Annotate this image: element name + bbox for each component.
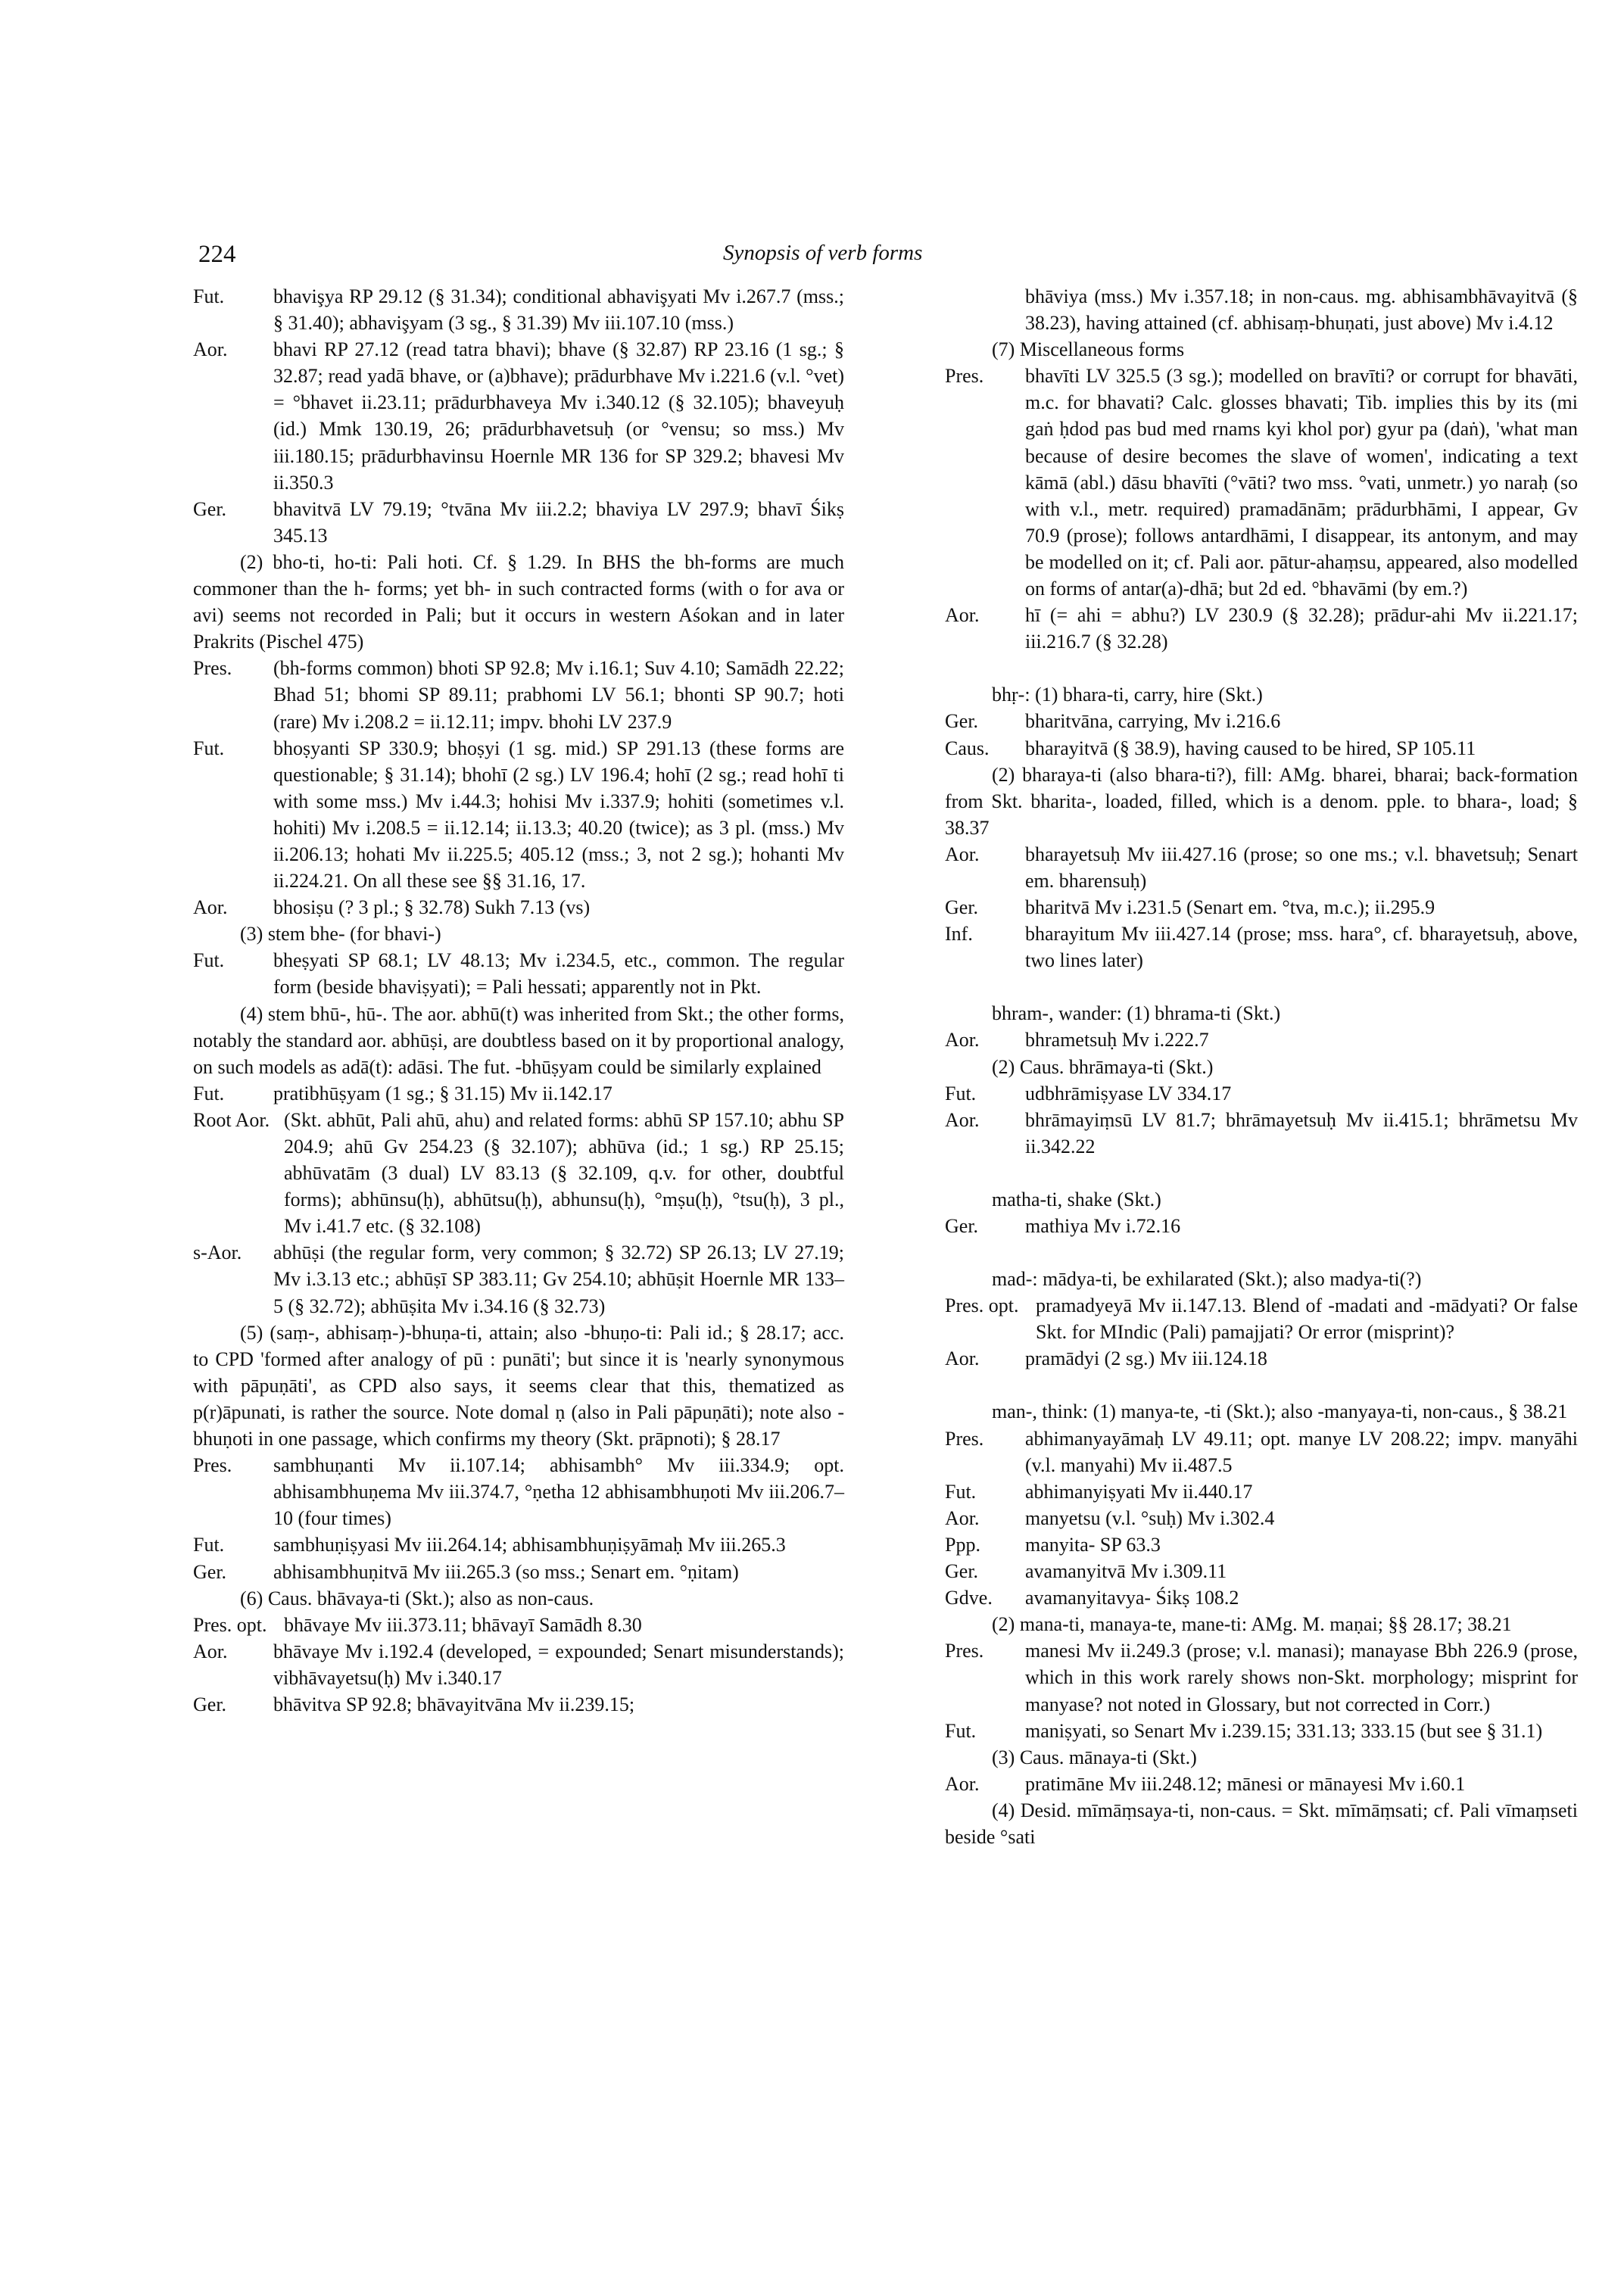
- entry: [945, 1425, 1578, 1478]
- entry-text: (Skt. abhūt, Pali ahū, ahu) and related forms: abhū SP 157.10; abhu SP 204.9; ahū Gv 254.23 (§ 32.107); abhūva (id.; 1 sg.) RP 25.15; abhūvatām (3 dual) LV 83.13 (§ 32.109, q.v. for other, doubtful forms); abhūnsu(ḥ), abhūtsu(ḥ), abhunsu(ḥ), °mṣu(ḥ), °tsu(ḥ), 3 pl., Mv i.41.7 etc. (§ 32.108): [284, 1108, 844, 1238]
- entry-label: Caus.: [945, 737, 990, 759]
- entry-label: Ger.: [193, 1693, 227, 1715]
- continuation: [945, 283, 1578, 336]
- section-heading: (2) Caus. bhrāmaya-ti (Skt.): [992, 1055, 1214, 1078]
- entry-label: Aor.: [193, 1640, 228, 1662]
- entry-text: sambhuṇanti Mv ii.107.14; abhisambh° Mv iii.334.9; opt. abhisambhuṇema Mv iii.374.7, °ṇetha 12 abhisambhuṇoti Mv iii.206.7–10 (four times): [273, 1454, 844, 1530]
- entry-text: bharayitvā (§ 38.9), having caused to be hired, SP 105.11: [1025, 737, 1476, 759]
- entry-text: bhavitvā LV 79.19; °tvāna Mv iii.2.2; bhaviya LV 297.9; bhavī Śikṣ 345.13: [273, 497, 844, 547]
- entry: [193, 283, 844, 336]
- entry-label: Ger.: [945, 896, 979, 919]
- entry-label: Pres. opt.: [193, 1613, 267, 1636]
- entry: [193, 496, 844, 549]
- entry-text: bhrametsuḥ Mv i.222.7: [1025, 1029, 1209, 1051]
- entry-text: bhosiṣu (? 3 pl.; § 32.78) Sukh 7.13 (vs): [273, 896, 591, 919]
- entry: [945, 1505, 1578, 1531]
- entry: [193, 947, 844, 1000]
- entry-text: abhimanyayāmaḥ LV 49.11; opt. manye LV 208.22; impv. manyāhi (v.l. manyahi) Mv ii.487.5: [1025, 1427, 1578, 1476]
- entry-label: Pres.: [945, 365, 984, 388]
- entry: [193, 336, 844, 496]
- entry-label: Ger.: [945, 1215, 979, 1237]
- entry-text: bhāvaye Mv i.192.4 (developed, = expounded; Senart misunderstands); vibhāvayetsu(ḥ) Mv i.340.17: [273, 1640, 844, 1689]
- entry-text: bharitvāna, carrying, Mv i.216.6: [1025, 710, 1281, 733]
- spacer: [945, 1239, 1578, 1266]
- right-column: [945, 283, 1578, 1850]
- entry: [945, 1292, 1578, 1345]
- entry: [945, 1584, 1578, 1611]
- entry-label: Fut.: [945, 1082, 977, 1104]
- entry-label: Ppp.: [945, 1533, 980, 1556]
- entry-text: bharayetsuḥ Mv iii.427.16 (prose; so one ms.; v.l. bhavetsuḥ; Senart em. bharensuḥ): [1025, 843, 1578, 892]
- entry-text: mathiya Mv i.72.16: [1025, 1215, 1181, 1237]
- entry: [945, 921, 1578, 974]
- entry-text: bhāviya (mss.) Mv i.357.18; in non-caus. mg. abhisambhāvayitvā (§ 38.23), having attained (cf. abhisaṃ-bhuṇati, just above) Mv i.4.12: [1025, 285, 1578, 335]
- spacer: [945, 1372, 1578, 1398]
- entry-label: Aor.: [945, 1347, 980, 1370]
- section-heading: (6) Caus. bhāvaya-ti (Skt.); also as non-caus.: [240, 1587, 594, 1609]
- entry: [945, 1027, 1578, 1053]
- entry: [945, 1558, 1578, 1584]
- entry-text: pramadyeyā Mv ii.147.13. Blend of -madati and -mādyati? Or false Skt. for MIndic (Pali) pamajjati? Or error (misprint)?: [1036, 1294, 1578, 1344]
- entry: [945, 1771, 1578, 1797]
- entry-label: Gdve.: [945, 1587, 993, 1609]
- paragraph: man-, think: (1) manya-te, -ti (Skt.); also -manyaya-ti, non-caus., § 38.21: [992, 1400, 1568, 1423]
- entry: [193, 1531, 844, 1558]
- entry-text: hī (= ahi = abhu?) LV 230.9 (§ 32.28); prādur-ahi Mv ii.221.17; iii.216.7 (§ 32.28): [1025, 604, 1578, 653]
- entry-text: abhūṣi (the regular form, very common; § 32.72) SP 26.13; LV 27.19; Mv i.3.13 etc.; abhūṣī SP 383.11; Gv 254.10; abhūṣit Hoernle MR 133–5 (§ 32.72); abhūṣita Mv i.34.16 (§ 32.73): [273, 1242, 844, 1317]
- entry-label: Pres.: [945, 1640, 984, 1662]
- spacer: [945, 655, 1578, 681]
- entry-text: bhavīti LV 325.5 (3 sg.); modelled on bravīti? or corrupt for bhavāti, m.c. for bhavati? Calc. glosses bhavati; Tib. implies this by its (mi gaṅ ḥdod pas bud med rnams kyi khol por) gyur pa (daṅ), 'what man because of desire becomes the slave of women', indicating a text kāmā (abl.) dāsu bhavīti (°vāti? two mss. °vati, unmetr.) yo naraḥ (so with v.l., metr. required) pramadānām; prādurbhāmi, I appear, Gv 70.9 (prose); follows antardhāmi, I disappear, its antonym, and may be modelled on it; cf. Pali aor. pātur-ahaṃsu, appeared, also modelled on forms of antar(a)-dhā; but 2d ed. °bhavāmi (by em.?): [1025, 365, 1578, 600]
- entry-text: abhisambhuṇitvā Mv iii.265.3 (so mss.; Senart em. °ṇitam): [273, 1560, 739, 1583]
- entry-text: avamanyitavya- Śikṣ 108.2: [1025, 1587, 1239, 1609]
- entry-label: Ger.: [193, 497, 227, 520]
- paragraph: (2) bho-ti, ho-ti: Pali hoti. Cf. § 1.29. In BHS the bh-forms are much commoner than the h- forms; yet bh- in such contracted forms (with o for ava or avi) seems not recorded in Pali; but it occurs in western Aśokan and in later Prakrits (Pischel 475): [193, 550, 844, 653]
- entry-text: sambhuṇiṣyasi Mv iii.264.14; abhisambhuṇiṣyāmaḥ Mv iii.265.3: [273, 1534, 786, 1556]
- entry-label: Aor.: [945, 843, 980, 865]
- entry: [945, 602, 1578, 655]
- entry: [193, 1107, 844, 1239]
- paragraph: (2) bharaya-ti (also bhara-ti?), fill: AMg. bharei, bharai; back-formation from Skt. bharita-, loaded, filled, which is a denom. pple. to bhara-, load; § 38.37: [945, 763, 1578, 839]
- section-heading: bhram-, wander: (1) bhrama-ti (Skt.): [992, 1002, 1281, 1025]
- entry-label: Ger.: [945, 1560, 979, 1583]
- entry: [193, 1691, 844, 1718]
- entry: [193, 1638, 844, 1691]
- entry: [945, 1531, 1578, 1558]
- entry-text: pratimāne Mv iii.248.12; mānesi or mānayesi Mv i.60.1: [1025, 1772, 1466, 1795]
- entry-text: bhavişya RP 29.12 (§ 31.34); conditional abhavişyati Mv i.267.7 (mss.; § 31.40); abhavişyam (3 sg., § 31.39) Mv iii.107.10 (mss.): [273, 285, 844, 335]
- section-heading: (7) Miscellaneous forms: [992, 338, 1185, 361]
- entry: [193, 735, 844, 895]
- section-heading: bhṛ-: (1) bhara-ti, carry, hire (Skt.): [992, 684, 1263, 706]
- running-title: Synopsis of verb forms: [723, 241, 923, 265]
- entry-text: udbhrāmiṣyase LV 334.17: [1025, 1082, 1232, 1104]
- entry: [193, 655, 844, 734]
- entry-label: Aor.: [945, 604, 980, 627]
- entry-label: Pres.: [193, 657, 232, 680]
- entry-text: bharitvā Mv i.231.5 (Senart em. °tva, m.c.); ii.295.9: [1025, 896, 1435, 919]
- entry-text: manyita- SP 63.3: [1025, 1533, 1161, 1556]
- entry-label: Aor.: [945, 1506, 980, 1529]
- entry: [945, 841, 1578, 894]
- section-heading: mad-: mādya-ti, be exhilarated (Skt.); also madya-ti(?): [992, 1268, 1422, 1291]
- entry-text: manesi Mv ii.249.3 (prose; v.l. manasi); manayase Bbh 226.9 (prose, which in this work rarely shows non-Skt. morphology; misprint for manyase? not noted in Glossary, but not corrected in Corr.): [1025, 1640, 1578, 1715]
- entry: [945, 1478, 1578, 1505]
- entry-text: bhāvitva SP 92.8; bhāvayitvāna Mv ii.239.15;: [273, 1693, 635, 1715]
- entry: [945, 1080, 1578, 1107]
- entry-label: Fut.: [945, 1480, 977, 1503]
- entry-text: maniṣyati, so Senart Mv i.239.15; 331.13; 333.15 (but see § 31.1): [1025, 1719, 1543, 1742]
- entry: [193, 1080, 844, 1107]
- section-heading: (3) Caus. mānaya-ti (Skt.): [992, 1746, 1197, 1768]
- paragraph: (4) Desid. mīmāṃsaya-ti, non-caus. = Skt. mīmāṃsati; cf. Pali vīmaṃseti beside °sati: [945, 1799, 1578, 1848]
- spacer: [945, 974, 1578, 1000]
- page-number: 224: [198, 241, 236, 268]
- left-column: [193, 283, 844, 1718]
- section-heading: (3) stem bhe- (for bhavi-): [240, 923, 441, 946]
- entry: [193, 1559, 844, 1585]
- entry: [193, 894, 844, 921]
- entry-label: Fut.: [193, 285, 225, 307]
- entry-label: Aor.: [945, 1029, 980, 1051]
- entry-label: Fut.: [193, 737, 225, 759]
- entry-label: Fut.: [193, 1534, 225, 1556]
- entry-label: Fut.: [193, 949, 225, 972]
- entry-label: Pres. opt.: [945, 1294, 1019, 1317]
- entry: [945, 735, 1578, 762]
- entry-label: Ger.: [945, 710, 979, 733]
- paragraph: (5) (saṃ-, abhisaṃ-)-bhuṇa-ti, attain; also -bhuṇo-ti: Pali id.; § 28.17; acc. to CPD 'formed after analogy of pū : punāti'; but since it is 'nearly synonymous with pāpuṇāti', as CPD also says, it seems clear that this, thematized as p(r)āpunati, is rather the source. Note domal ṇ (also in Pali pāpuṇāti); note also -bhuṇoti in one passage, which confirms my theory (Skt. prāpnoti); § 28.17: [193, 1321, 844, 1450]
- section-heading: matha-ti, shake (Skt.): [992, 1188, 1161, 1210]
- entry: [193, 1612, 844, 1638]
- entry-text: bhoṣyanti SP 330.9; bhoṣyi (1 sg. mid.) SP 291.13 (these forms are questionable; § 31.14); bhohī (2 sg.) LV 196.4; hohī (2 sg.; read hohī ti with some mss.) Mv i.44.3; hohisi Mv i.337.9; hohiti (sometimes v.l. hohiti) Mv i.208.5 = ii.12.14; ii.13.3; 40.20 (twice); as 3 pl. (mss.) Mv ii.206.13; hohati Mv ii.225.5; 405.12 (mss.; 3, not 2 sg.); hohanti Mv ii.224.21. On all these see §§ 31.16, 17.: [273, 737, 844, 893]
- entry-label: Pres.: [945, 1427, 984, 1450]
- entry-label: s-Aor.: [193, 1242, 242, 1264]
- entry-text: bhrāmayiṃsū LV 81.7; bhrāmayetsuḥ Mv ii.415.1; bhrāmetsu Mv ii.342.22: [1025, 1108, 1578, 1157]
- entry: [945, 1213, 1578, 1239]
- entry: [945, 1718, 1578, 1744]
- entry-text: bhāvaye Mv iii.373.11; bhāvayī Samādh 8.30: [284, 1613, 642, 1636]
- spacer: [945, 1160, 1578, 1186]
- entry: [193, 1239, 844, 1319]
- entry-label: Inf.: [945, 923, 973, 946]
- entry-label: Pres.: [193, 1454, 232, 1477]
- entry-label: Aor.: [193, 896, 228, 919]
- entry-text: pratibhūṣyam (1 sg.; § 31.15) Mv ii.142.17: [273, 1082, 613, 1104]
- entry-label: Root Aor.: [193, 1108, 270, 1131]
- entry-label: Aor.: [945, 1108, 980, 1131]
- entry-text: manyetsu (v.l. °suḥ) Mv i.302.4: [1025, 1506, 1275, 1529]
- entry: [945, 708, 1578, 734]
- entry-label: Fut.: [945, 1719, 977, 1742]
- entry-text: bheṣyati SP 68.1; LV 48.13; Mv i.234.5, etc., common. The regular form (beside bhaviṣyati); = Pali hessati; apparently not in Pkt.: [273, 949, 844, 999]
- entry-text: bharayitum Mv iii.427.14 (prose; mss. hara°, cf. bharayetsuḥ, above, two lines later): [1025, 923, 1578, 972]
- entry-text: bhavi RP 27.12 (read tatra bhavi); bhave (§ 32.87) RP 23.16 (1 sg.; § 32.87; read yadā bhave, or (a)bhave); prādurbhave Mv i.221.6 (v.l. °vet) = °bhavet ii.23.11; prādurbhaveya Mv i.340.12 (§ 32.105); bhaveyuḥ (id.) Mmk 130.19, 26; prādurbhavetsuḥ (or °vensu; so mss.) Mv iii.180.15; prādurbhavinsu Hoernle MR 136 for SP 329.2; bhavesi Mv ii.350.3: [273, 338, 844, 494]
- entry-label: Aor.: [193, 338, 228, 361]
- entry-text: (bh-forms common) bhoti SP 92.8; Mv i.16.1; Suv 4.10; Samādh 22.22; Bhad 51; bhomi SP 89.11; prabhomi LV 56.1; bhonti SP 90.7; hoti (rare) Mv i.208.2 = ii.12.11; impv. bhohi LV 237.9: [273, 657, 844, 733]
- entry: [945, 1107, 1578, 1160]
- entry-label: Ger.: [193, 1560, 227, 1583]
- entry-text: avamanyitvā Mv i.309.11: [1025, 1560, 1227, 1583]
- entry: [945, 1345, 1578, 1372]
- entry-text: abhimanyiṣyati Mv ii.440.17: [1025, 1480, 1253, 1503]
- entry: [945, 894, 1578, 921]
- paragraph: (2) mana-ti, manaya-te, mane-ti: AMg. M. maṇai; §§ 28.17; 38.21: [992, 1613, 1512, 1636]
- entry-label: Fut.: [193, 1082, 225, 1104]
- paragraph: (4) stem bhū-, hū-. The aor. abhū(t) was inherited from Skt.; the other forms, notably the standard aor. abhūṣi, are doubtless based on it by proportional analogy, on such models as adā(t): adāsi. The fut. -bhūṣyam could be similarly explained: [193, 1002, 844, 1078]
- entry: [193, 1452, 844, 1531]
- entry-label: Aor.: [945, 1772, 980, 1795]
- entry-text: pramādyi (2 sg.) Mv iii.124.18: [1025, 1347, 1267, 1370]
- entry: [945, 1637, 1578, 1717]
- entry: [945, 363, 1578, 602]
